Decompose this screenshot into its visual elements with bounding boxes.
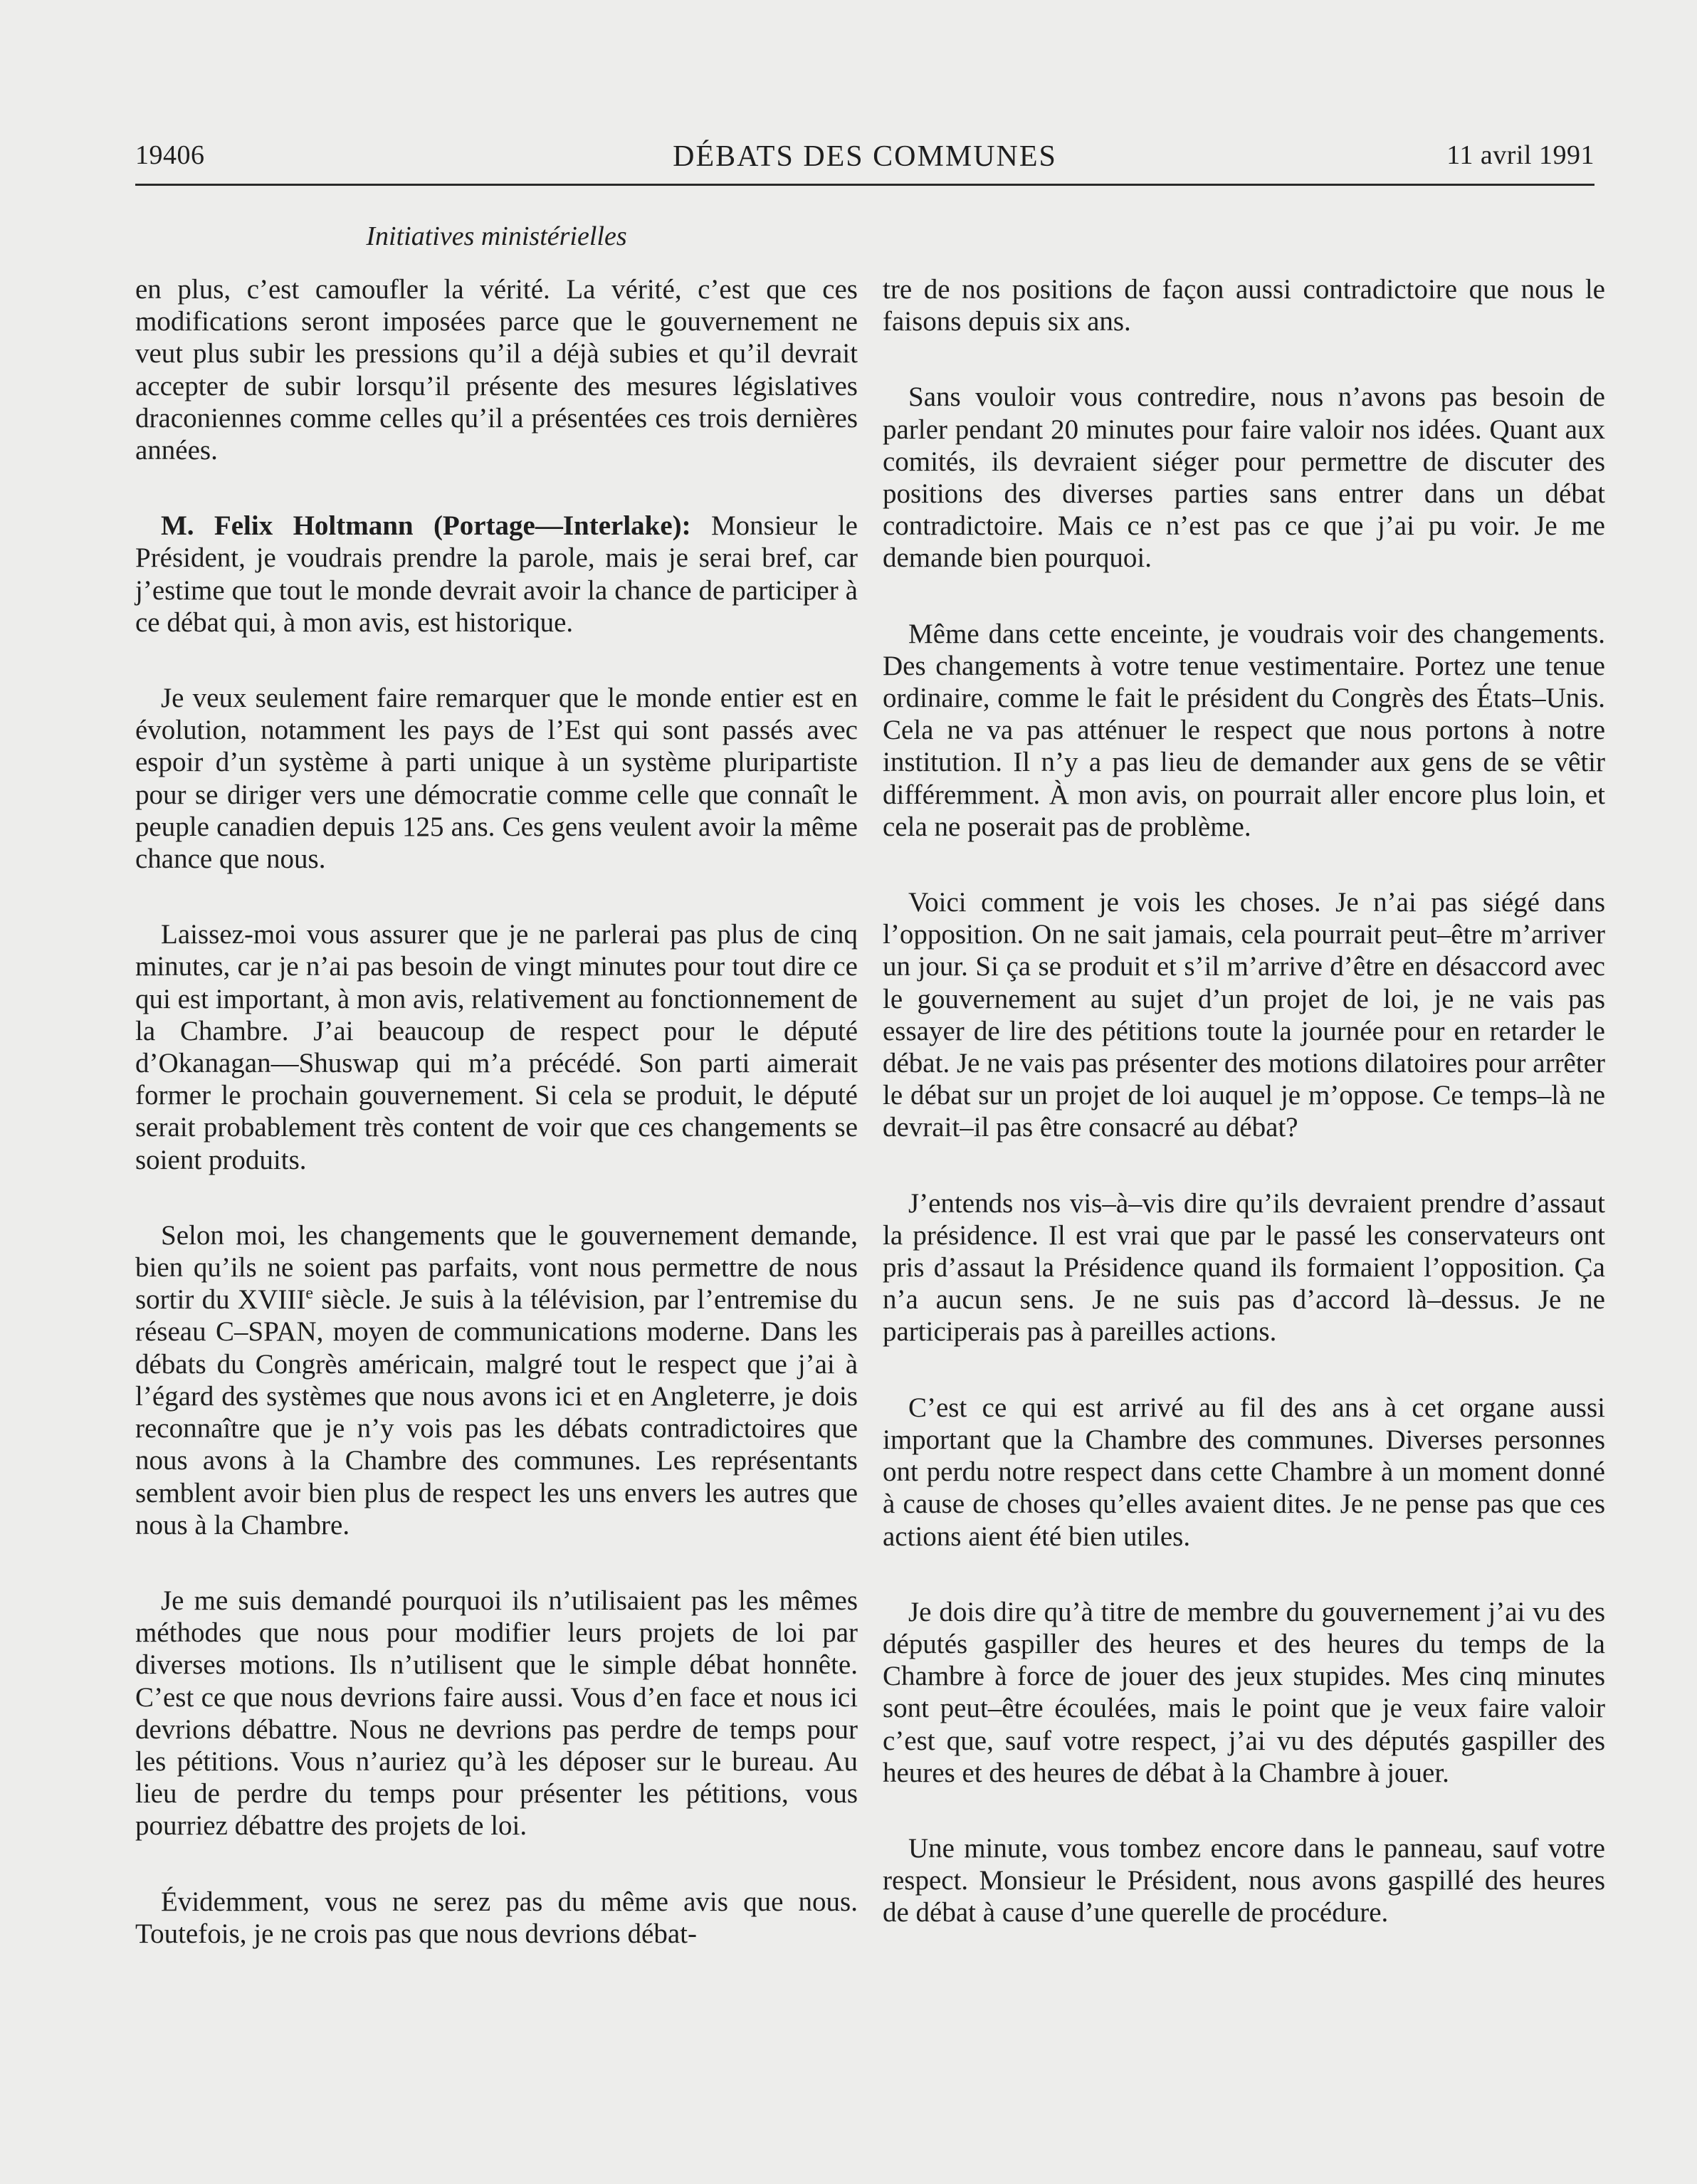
paragraph: Je me suis demandé pourquoi ils n’utilisaient pas les mêmes méthodes que nous pour modifier leurs projets de loi par diverses motions. Ils n’utilisent que le simple débat honnête. C’est ce que nous devrions faire aussi. Vous d’en face et nous ici devrions débattre. Nous ne devrions pas perdre de temps pour les pétitions. Vous n’auriez qu’à les déposer sur le bureau. Au lieu de perdre du temps pour présenter les pétitions, vous pourriez débattre des projets de loi. — [135, 1585, 858, 1842]
paragraph — [135, 510, 858, 639]
paragraph: C’est ce qui est arrivé au fil des ans à cet organe aussi important que la Chambre des communes. Diverses personnes ont perdu notre respect dans cette Chambre à un moment donné à cause de choses qu’elles avaient dites. Je ne pense pas que ces actions aient été bien utiles. — [883, 1392, 1605, 1552]
paragraph: Une minute, vous tombez encore dans le panneau, sauf votre respect. Monsieur le Président, nous avons gaspillé des heures de débat à cause d’une querelle de procédure. — [883, 1832, 1605, 1928]
paragraph: Je dois dire qu’à titre de membre du gouvernement j’ai vu des députés gaspiller des heures et des heures du temps de la Chambre à force de jouer des jeux stupides. Mes cinq minutes sont peut–être écoulées, mais le point que je veux faire valoir c’est que, sauf votre respect, j’ai vu des députés gaspiller des heures et des heures de débat à la Chambre à jouer. — [883, 1596, 1605, 1788]
left-column — [135, 273, 858, 1993]
speaker-name: M. Felix Holtmann (Portage—Interlake): — [161, 510, 691, 542]
section-title: Initiatives ministérielles — [366, 221, 627, 251]
paragraph: Évidemment, vous ne serez pas du même avis que nous. Toutefois, je ne crois pas que nous devrions débat- — [135, 1886, 858, 1949]
superscript: e — [305, 1284, 313, 1303]
right-column — [883, 273, 1605, 1973]
paragraph — [135, 1219, 858, 1541]
text-run: siècle. Je suis à la télévision, par l’entremise du réseau C–SPAN, moyen de communications moderne. Dans les débats du Congrès américain, malgré tout le respect que j’ai à l’égard des systèmes que nous avons ici et en Angleterre, je dois reconnaître que je n’y vois pas les débats contradictoires que nous avons à la Chambre des communes. Les représentants semblent avoir bien plus de respect les uns envers les autres que nous à la Chambre. — [135, 1284, 858, 1540]
header-rule — [135, 184, 1594, 186]
paragraph: tre de nos positions de façon aussi contradictoire que nous le faisons depuis six ans. — [883, 274, 1605, 337]
page-header — [135, 140, 1594, 185]
text-run: Selon moi, les changements que le gouvernement demande, bien qu’ils ne soient pas parfaits, vont nous permettre de nous sortir du XVIII — [135, 1219, 858, 1316]
paragraph: Sans vouloir vous contredire, nous n’avons pas besoin de parler pendant 20 minutes pour faire valoir nos idées. Quant aux comités, ils devraient siéger pour permettre de discuter des positions des diverses parties sans entrer dans un débat contradictoire. Mais ce n’est pas ce que j’ai pu voir. Je me demande bien pourquoi. — [883, 382, 1605, 574]
speech-text: Monsieur le Président, je voudrais prendre la parole, mais je serai bref, car j’estime que tout le monde devrait avoir la chance de participer à ce débat qui, à mon avis, est historique. — [135, 510, 858, 638]
paragraph: Laissez-moi vous assurer que je ne parlerai pas plus de cinq minutes, car je n’ai pas besoin de vingt minutes pour tout dire ce qui est important, à mon avis, relativement au fonctionnement de la Chambre. J’ai beaucoup de respect pour le député d’Okanagan—Shuswap qui m’a précédé. Son parti aimerait former le prochain gouvernement. Si cela se produit, le député serait probablement très content de voir que ces changements se soient produits. — [135, 919, 858, 1175]
paragraph: Même dans cette enceinte, je voudrais voir des changements. Des changements à votre tenue vestimentaire. Portez une tenue ordinaire, comme le fait le président du Congrès des États–Unis. Cela ne va pas atténuer le respect que nous portons à notre institution. Il n’y a pas lieu de demander aux gens de se vêtir différemment. À mon avis, on pourrait aller encore plus loin, et cela ne poserait pas de problème. — [883, 618, 1605, 842]
paragraph: J’entends nos vis–à–vis dire qu’ils devraient prendre d’assaut la présidence. Il est vrai que par le passé les conservateurs ont pris d’assaut la Présidence quand ils formaient l’opposition. Ça n’a aucun sens. Je ne suis pas d’accord là–dessus. Je ne participerais pas à pareilles actions. — [883, 1187, 1605, 1348]
publication-date: 11 avril 1991 — [1446, 140, 1594, 170]
publication-title: DÉBATS DES COMMUNES — [673, 140, 1057, 173]
paragraph: en plus, c’est camoufler la vérité. La vérité, c’est que ces modifications seront imposées parce que le gouvernement ne veut plus subir les pressions qu’il a déjà subies et qu’il devrait accepter de subir lorsqu’il présente des mesures législatives draconiennes comme celles qu’il a présentées ces trois dernières années. — [135, 274, 858, 466]
paragraph: Voici comment je vois les choses. Je n’ai pas siégé dans l’opposition. On ne sait jamais, cela pourrait peut–être m’arriver un jour. Si ça se produit et s’il m’arrive d’être en désaccord avec le gouvernement au sujet d’un projet de loi, je ne vais pas essayer de lire des pétitions toute la journée pour en retarder le débat. Je ne vais pas présenter des motions dilatoires pour arrêter le débat sur un projet de loi auquel je m’oppose. Ce temps–là ne devrait–il pas être consacré au débat? — [883, 887, 1605, 1143]
page-number: 19406 — [135, 140, 205, 170]
paragraph: Je veux seulement faire remarquer que le monde entier est en évolution, notamment les pays de l’Est qui sont passés avec espoir d’un système à parti unique à un système pluripartiste pour se diriger vers une démocratie comme celle que connaît le peuple canadien depuis 125 ans. Ces gens veulent avoir la même chance que nous. — [135, 683, 858, 875]
